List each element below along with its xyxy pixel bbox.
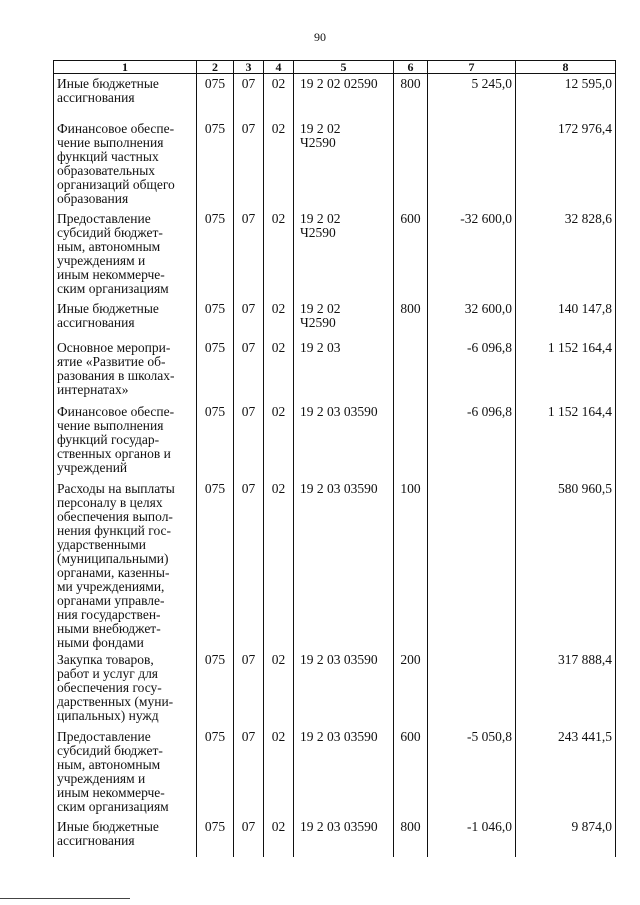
header-col-7: 7: [428, 61, 516, 74]
row-section: 07: [234, 402, 264, 479]
row-section: 07: [234, 74, 264, 119]
row-change-amount: [428, 119, 516, 209]
row-name: Иные бюджетные ассигнования: [54, 299, 197, 338]
row-name: Иные бюджетные ассигнования: [54, 817, 197, 857]
row-total-amount: 243 441,5: [516, 727, 616, 817]
row-expense-type: [394, 119, 428, 209]
row-expense-type: 800: [394, 299, 428, 338]
table-row: [54, 402, 616, 479]
row-name: Финансовое обеспе- чение выполнения функций частных образовательных организаций общего образования: [54, 119, 197, 209]
row-subsection: 02: [264, 479, 294, 650]
row-subsection: 02: [264, 402, 294, 479]
row-total-amount: 317 888,4: [516, 650, 616, 727]
row-expense-type: 100: [394, 479, 428, 650]
row-section: 07: [234, 299, 264, 338]
table-row: [54, 817, 616, 857]
row-expense-type: 800: [394, 817, 428, 857]
row-target-article: 19 2 03 03590: [294, 727, 394, 817]
row-expense-type: [394, 402, 428, 479]
row-expense-type: 600: [394, 209, 428, 299]
table-header-row: [54, 61, 616, 74]
row-subsection: 02: [264, 338, 294, 402]
row-section: 07: [234, 209, 264, 299]
row-subsection: 02: [264, 650, 294, 727]
row-name: Предоставление субсидий бюджет- ным, автономным учреждениям и иным некоммерче- ским организациям: [54, 209, 197, 299]
header-col-5: 5: [294, 61, 394, 74]
row-expense-type: 600: [394, 727, 428, 817]
row-total-amount: 1 152 164,4: [516, 338, 616, 402]
row-section: 07: [234, 338, 264, 402]
header-col-1: 1: [54, 61, 197, 74]
row-admin-code: 075: [197, 650, 234, 727]
row-target-article: 19 2 02 Ч2590: [294, 119, 394, 209]
row-change-amount: -6 096,8: [428, 402, 516, 479]
row-change-amount: -5 050,8: [428, 727, 516, 817]
table-row: [54, 727, 616, 817]
table-row: [54, 209, 616, 299]
row-admin-code: 075: [197, 402, 234, 479]
row-total-amount: 580 960,5: [516, 479, 616, 650]
page-number: 90: [314, 30, 326, 44]
row-change-amount: -6 096,8: [428, 338, 516, 402]
row-name: Расходы на выплаты персоналу в целях обеспечения выпол- нения функций гос- ударственными (муниципальными) органами, казенны- ми учреждениями, органами управле- ния государствен- ными внебюджет- ными фондами: [54, 479, 197, 650]
row-subsection: 02: [264, 727, 294, 817]
row-change-amount: -1 046,0: [428, 817, 516, 857]
row-section: 07: [234, 119, 264, 209]
row-target-article: 19 2 03 03590: [294, 650, 394, 727]
row-expense-type: 200: [394, 650, 428, 727]
row-admin-code: 075: [197, 338, 234, 402]
row-section: 07: [234, 650, 264, 727]
row-change-amount: [428, 650, 516, 727]
footer-rule: [0, 898, 130, 899]
row-section: 07: [234, 479, 264, 650]
row-target-article: 19 2 03 03590: [294, 817, 394, 857]
table-row: [54, 650, 616, 727]
table-row: [54, 119, 616, 209]
row-subsection: 02: [264, 119, 294, 209]
row-target-article: 19 2 03 03590: [294, 402, 394, 479]
header-col-2: 2: [197, 61, 234, 74]
row-change-amount: [428, 479, 516, 650]
row-total-amount: 9 874,0: [516, 817, 616, 857]
row-target-article: 19 2 02 Ч2590: [294, 209, 394, 299]
row-admin-code: 075: [197, 817, 234, 857]
row-admin-code: 075: [197, 209, 234, 299]
row-total-amount: 140 147,8: [516, 299, 616, 338]
row-name: Финансовое обеспе- чение выполнения функций государ- ственных органов и учреждений: [54, 402, 197, 479]
row-change-amount: -32 600,0: [428, 209, 516, 299]
row-total-amount: 12 595,0: [516, 74, 616, 119]
row-name: Основное меропри- ятие «Развитие об- разования в школах- интернатах»: [54, 338, 197, 402]
row-name: Иные бюджетные ассигнования: [54, 74, 197, 119]
table-row: [54, 479, 616, 650]
header-col-8: 8: [516, 61, 616, 74]
row-change-amount: 5 245,0: [428, 74, 516, 119]
budget-table: [53, 60, 616, 857]
row-admin-code: 075: [197, 727, 234, 817]
row-admin-code: 075: [197, 119, 234, 209]
table-row: [54, 299, 616, 338]
table-row: [54, 338, 616, 402]
row-admin-code: 075: [197, 479, 234, 650]
row-subsection: 02: [264, 74, 294, 119]
row-section: 07: [234, 817, 264, 857]
row-section: 07: [234, 727, 264, 817]
table-row: [54, 74, 616, 119]
row-total-amount: 1 152 164,4: [516, 402, 616, 479]
header-col-6: 6: [394, 61, 428, 74]
header-col-3: 3: [234, 61, 264, 74]
row-subsection: 02: [264, 299, 294, 338]
row-expense-type: [394, 338, 428, 402]
row-subsection: 02: [264, 817, 294, 857]
row-total-amount: 172 976,4: [516, 119, 616, 209]
row-expense-type: 800: [394, 74, 428, 119]
row-total-amount: 32 828,6: [516, 209, 616, 299]
row-target-article: 19 2 02 02590: [294, 74, 394, 119]
row-target-article: 19 2 03: [294, 338, 394, 402]
row-change-amount: 32 600,0: [428, 299, 516, 338]
row-subsection: 02: [264, 209, 294, 299]
row-name: Закупка товаров, работ и услуг для обеспечения госу- дарственных (муни- ципальных) нужд: [54, 650, 197, 727]
row-target-article: 19 2 03 03590: [294, 479, 394, 650]
row-admin-code: 075: [197, 74, 234, 119]
row-target-article: 19 2 02 Ч2590: [294, 299, 394, 338]
row-admin-code: 075: [197, 299, 234, 338]
row-name: Предоставление субсидий бюджет- ным, автономным учреждениям и иным некоммерче- ским организациям: [54, 727, 197, 817]
header-col-4: 4: [264, 61, 294, 74]
